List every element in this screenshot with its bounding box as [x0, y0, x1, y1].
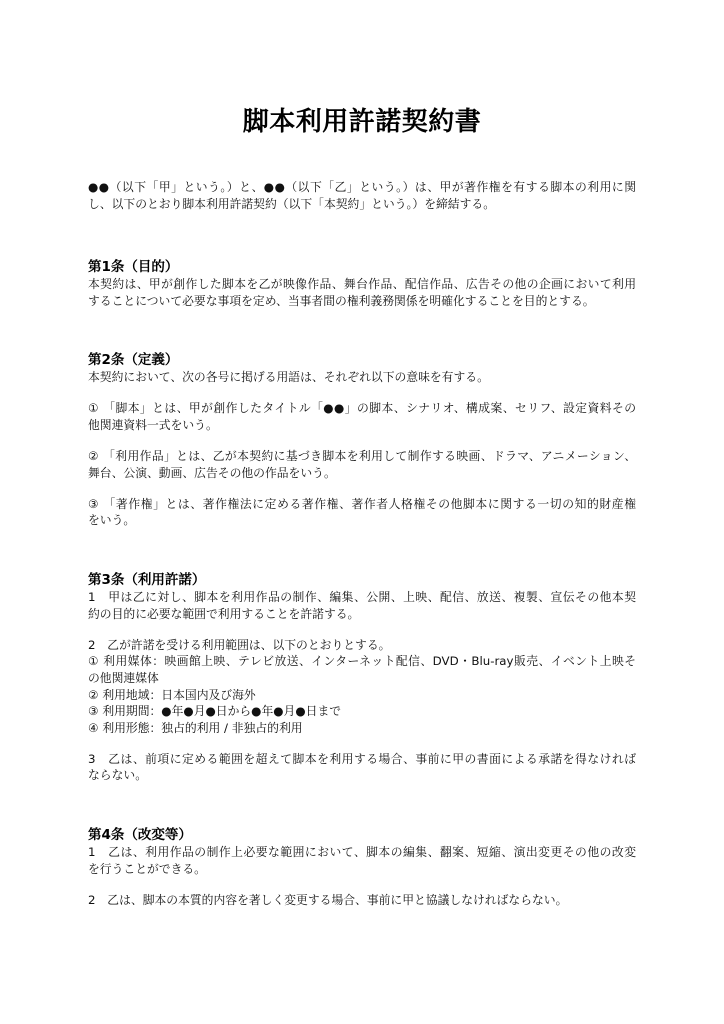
- article-2-text-line: 本契約において、次の各号に掲げる用語は、それぞれ以下の意味を有する。: [88, 370, 489, 385]
- article-4: [88, 826, 636, 908]
- article-2-heading: 第2条（定義）: [88, 352, 179, 369]
- article-2-definition-1: [88, 400, 636, 433]
- article-4-clause-2: [88, 892, 636, 909]
- article-3-text-line: 3 乙は、前項に定める範囲を超えて脚本を利用する場合、事前に甲の書面による承諾を得なければ: [88, 751, 636, 766]
- article-3-text-line: 2 乙が許諾を受ける利用範囲は、以下のとおりとする。: [88, 637, 391, 652]
- article-2-text-line: 舞台、公演、動画、広告その他の作品をいう。: [88, 465, 336, 480]
- article-3-text-line: ならない。: [88, 768, 147, 783]
- article-3-clause-3: [88, 751, 636, 784]
- intro-line: ●●（以下「甲」という。）と、●●（以下「乙」という。）は、甲が著作権を有する脚本の利用に関: [88, 180, 636, 194]
- article-2-definition-3: [88, 496, 636, 529]
- article-3-list-item: ④ 利用形態：独占的利用 / 非独占的利用: [88, 720, 303, 735]
- article-2-definition-2: [88, 448, 636, 481]
- article-2-text-line: ③ 「著作権」とは、著作権法に定める著作権、著作者人格権その他脚本に関する一切の知的財産権: [88, 496, 636, 511]
- article-3-heading: 第3条（利用許諾）: [88, 572, 206, 589]
- article-4-text-line: を行うことができる。: [88, 861, 206, 876]
- intro-line: し、以下のとおり脚本利用許諾契約（以下「本契約」という。）を締結する。: [88, 196, 495, 211]
- article-1-text-line: 本契約は、甲が創作した脚本を乙が映像作品、舞台作品、配信作品、広告その他の企画において利用: [88, 277, 636, 292]
- article-4-text-line: 2 乙は、脚本の本質的内容を著しく変更する場合、事前に甲と協議しなければならない。: [88, 892, 568, 907]
- article-2-paragraph-1: [88, 369, 636, 386]
- article-3-list-item: の他関連媒体: [88, 670, 159, 685]
- contract-body: [88, 179, 636, 908]
- article-2: [88, 351, 636, 529]
- article-3-list-item: ② 利用地域：日本国内及び海外: [88, 687, 256, 702]
- article-3-clause-1: [88, 589, 636, 622]
- article-1-paragraph-1: [88, 276, 636, 309]
- article-3-list-item: ① 利用媒体：映画館上映、テレビ放送、インターネット配信、DVD・Blu-ray販売、イベント上映そ: [88, 654, 636, 669]
- article-2-text-line: ① 「脚本」とは、甲が創作したタイトル「●●」の脚本、シナリオ、構成案、セリフ、設定資料その: [88, 401, 636, 416]
- article-2-text-line: をいう。: [88, 513, 136, 528]
- article-3-text-line: 1 甲は乙に対し、脚本を利用作品の制作、編集、公開、上映、配信、放送、複製、宣伝その他本契: [88, 590, 636, 605]
- article-2-text-line: ② 「利用作品」とは、乙が本契約に基づき脚本を利用して制作する映画、ドラマ、アニメーション、: [88, 449, 636, 464]
- article-4-clause-1: [88, 844, 636, 877]
- article-1-heading: 第1条（目的）: [88, 259, 179, 276]
- article-1: [88, 258, 636, 309]
- article-2-text-line: 他関連資料一式をいう。: [88, 418, 218, 433]
- article-4-heading: 第4条（改変等）: [88, 826, 192, 843]
- article-3-clause-2: [88, 637, 636, 737]
- article-3-list-item: ③ 利用期間：●年●月●日から●年●月●日まで: [88, 704, 342, 719]
- article-4-text-line: 1 乙は、利用作品の制作上必要な範囲において、脚本の編集、翻案、短縮、演出変更その他の改変: [88, 844, 636, 859]
- document-title: 脚本利用許諾契約書: [242, 107, 482, 137]
- article-3-text-line: 約の目的に必要な範囲で利用することを許諾する。: [88, 606, 360, 621]
- intro-paragraph: [88, 179, 636, 212]
- article-3: [88, 571, 636, 784]
- article-1-text-line: することについて必要な事項を定め、当事者間の権利義務関係を明確化することを目的とする。: [88, 293, 595, 308]
